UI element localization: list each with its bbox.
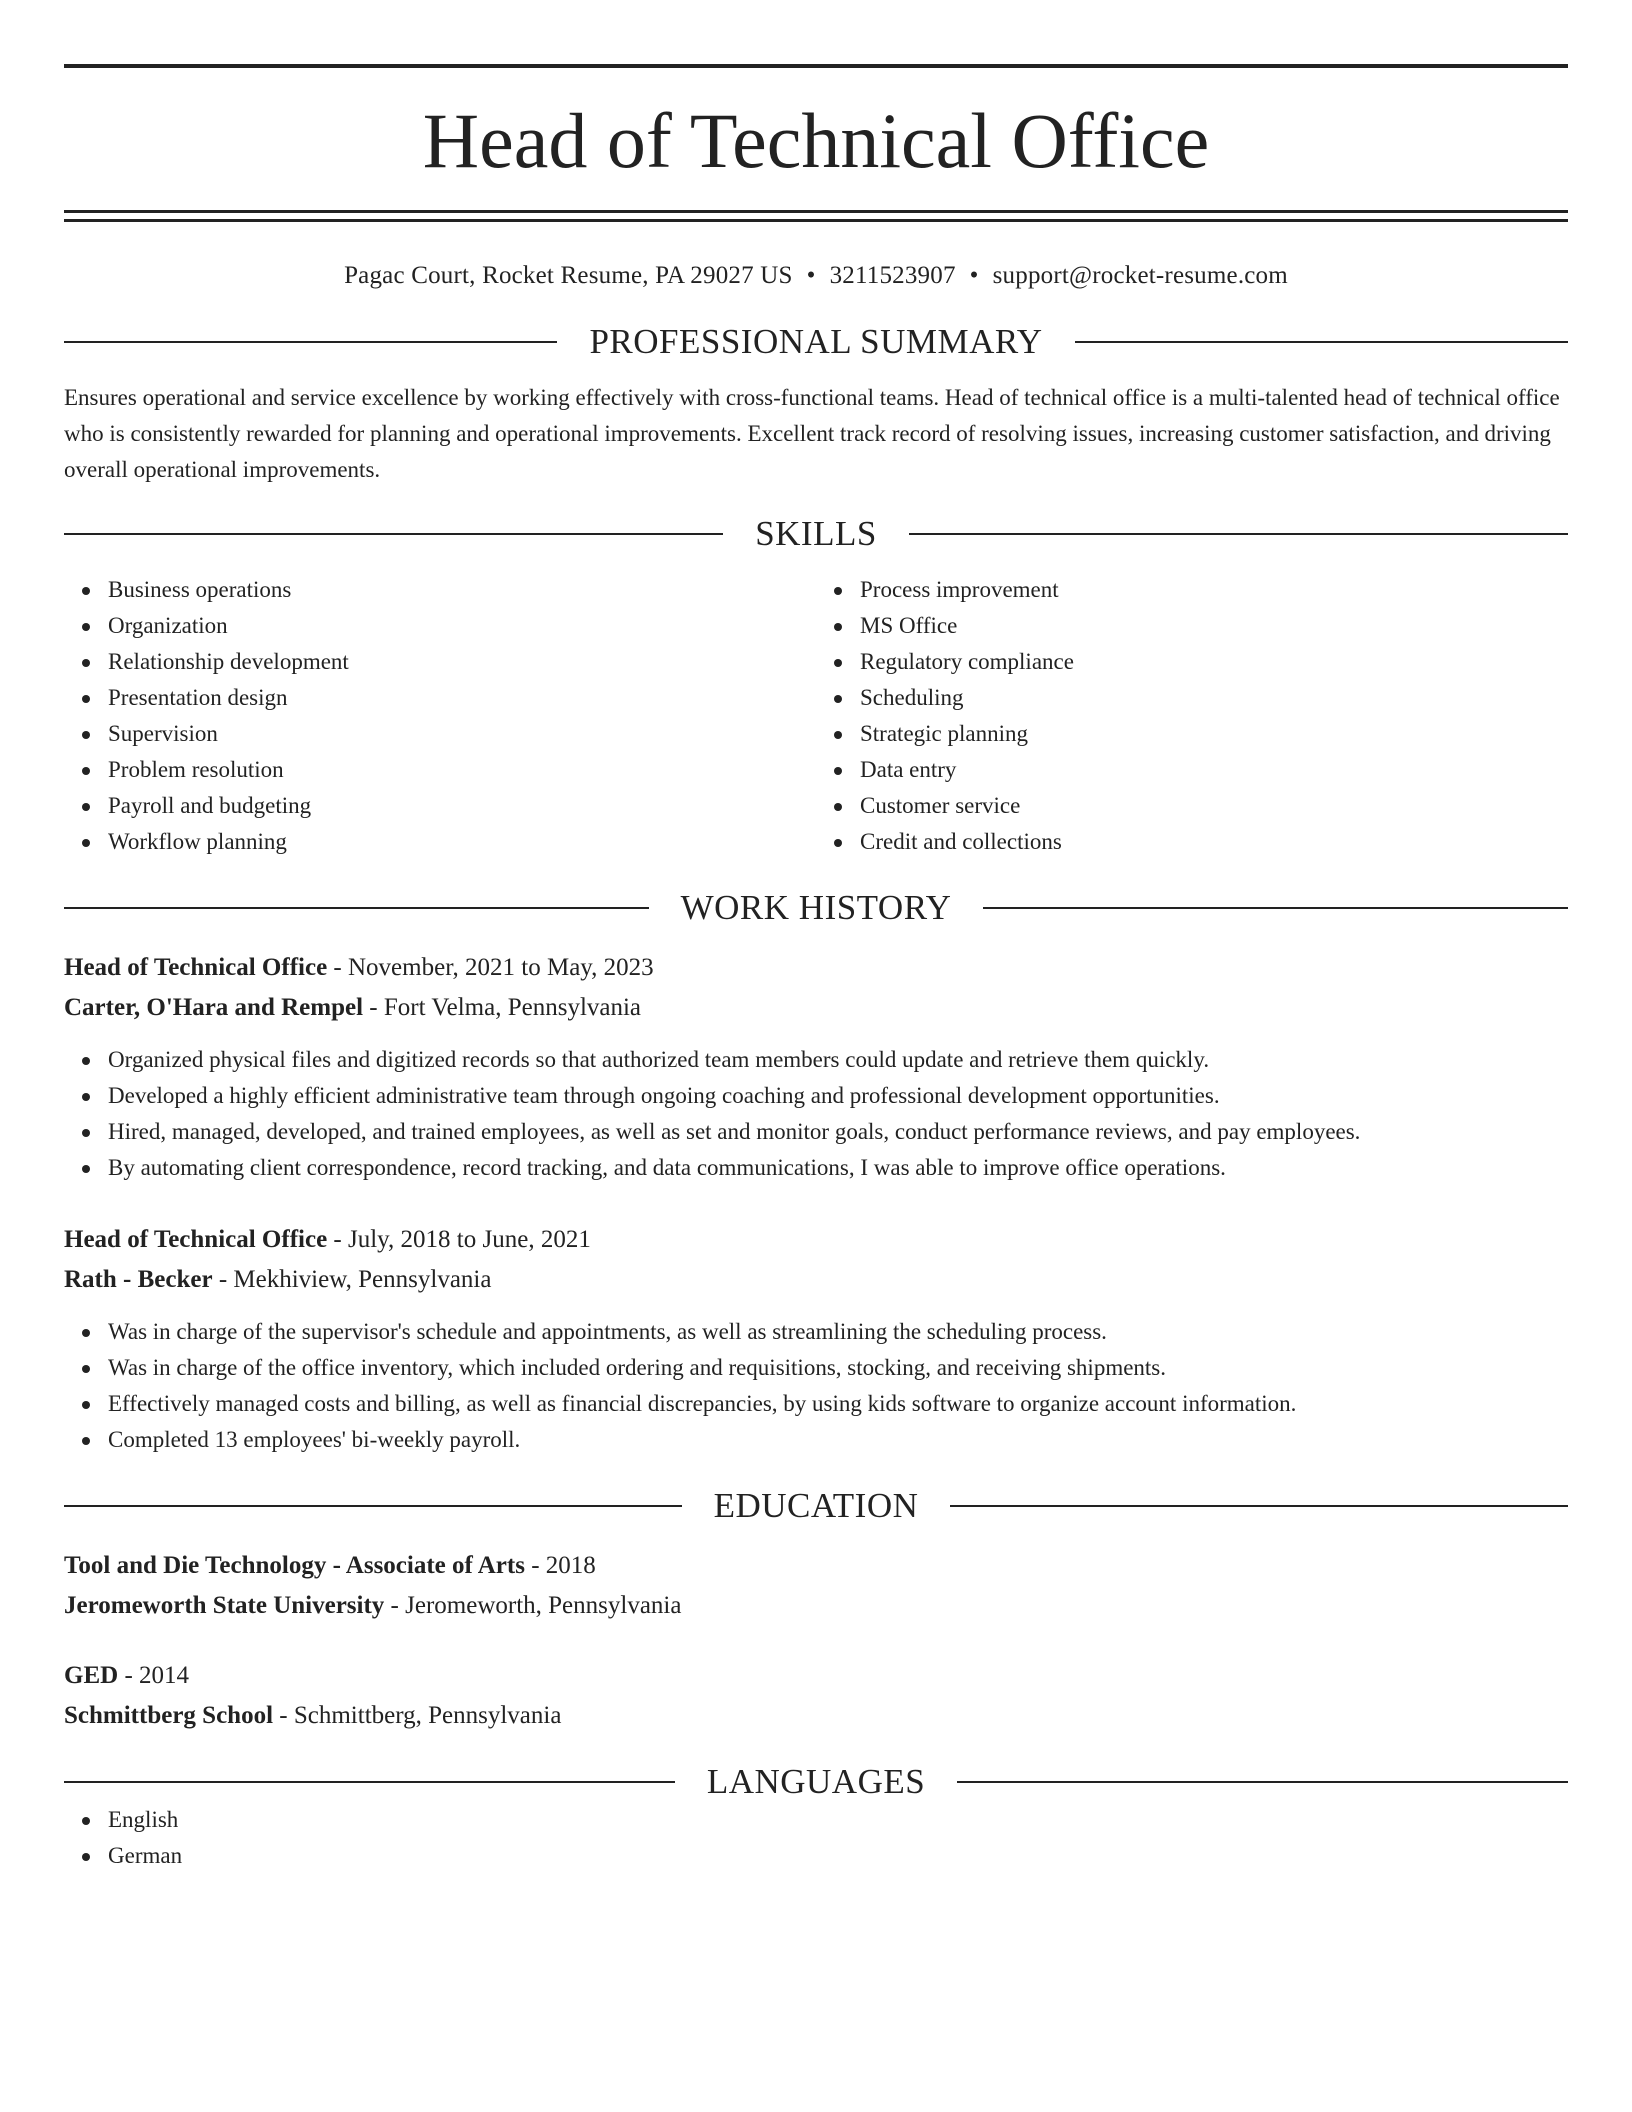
skill-item: MS Office [860,608,1568,644]
education-year: - 2018 [524,1552,596,1579]
skill-item: Regulatory compliance [860,644,1568,680]
education-school: Jeromeworth State University [64,1592,385,1619]
summary-text: Ensures operational and service excellence by working effectively with cross-functional teams. Head of technical office is a multi-talented head of technical office who is consistently rewarded for planning and operational improvements. Excellent track record of resolving issues, increasing customer satisfaction, and driving overall operational improvements. [64,385,1560,482]
job-company: Carter, O'Hara and Rempel [64,994,364,1021]
heading-rule [64,341,557,343]
section-title: LANGUAGES [706,1762,926,1801]
skill-item: Customer service [860,788,1568,824]
skill-item: Strategic planning [860,716,1568,752]
heading-rule [64,907,649,909]
section-title: WORK HISTORY [680,888,952,927]
heading-rule [1075,341,1568,343]
job-entry [64,1220,1568,1458]
languages-list [64,1802,1568,1874]
job-dates: - July, 2018 to June, 2021 [327,1226,591,1253]
skill-item: Scheduling [860,680,1568,716]
heading-rule [983,907,1568,909]
education-degree-line [64,1546,1568,1586]
job-bullets [64,1042,1568,1186]
top-rule [64,64,1568,68]
skill-item: Data entry [860,752,1568,788]
job-title-line [64,948,1568,988]
job-location: - Mekhiview, Pennsylvania [212,1266,492,1293]
skill-item: Problem resolution [108,752,816,788]
job-dates: - November, 2021 to May, 2023 [327,954,654,981]
contact-address: Pagac Court, Rocket Resume, PA 29027 US [344,262,793,289]
skill-item: Presentation design [108,680,816,716]
skill-item: Organization [108,608,816,644]
heading-rule [957,1781,1568,1783]
contact-separator: • [969,262,979,289]
education-location: - Jeromeworth, Pennsylvania [384,1592,682,1619]
section-heading-education [64,1486,1568,1526]
job-title: Head of Technical Office [64,1226,328,1253]
education-school-line [64,1696,1568,1736]
contact-line [64,262,1568,290]
job-bullet: Completed 13 employees' bi-weekly payroll. [108,1422,1568,1458]
education-location: - Schmittberg, Pennsylvania [273,1702,562,1729]
education-school: Schmittberg School [64,1702,274,1729]
language-item: English [108,1802,1568,1838]
heading-rule [909,533,1568,535]
section-heading-work [64,888,1568,928]
contact-phone: 3211523907 [829,262,956,289]
skill-item: Payroll and budgeting [108,788,816,824]
job-bullet: Hired, managed, developed, and trained employees, as well as set and monitor goals, conduct performance reviews, and pay employees. [108,1114,1568,1150]
heading-rule [950,1505,1568,1507]
job-entry [64,948,1568,1186]
skill-item: Relationship development [108,644,816,680]
job-company-line [64,1260,1568,1300]
job-location: - Fort Velma, Pennsylvania [363,994,642,1021]
contact-separator: • [806,262,816,289]
section-title: PROFESSIONAL SUMMARY [589,322,1043,361]
section-title: SKILLS [755,514,877,553]
skill-item: Workflow planning [108,824,816,860]
job-bullets [64,1314,1568,1458]
job-bullet: Was in charge of the supervisor's schedule and appointments, as well as streamlining the scheduling process. [108,1314,1568,1350]
resume-name: Head of Technical Office [422,97,1210,184]
skill-item: Credit and collections [860,824,1568,860]
job-title-line [64,1220,1568,1260]
skills-columns [64,572,1568,860]
education-entry [64,1546,1568,1626]
job-title: Head of Technical Office [64,954,328,981]
section-title: EDUCATION [713,1486,919,1525]
heading-rule [64,1505,682,1507]
skill-item: Process improvement [860,572,1568,608]
job-bullet: By automating client correspondence, record tracking, and data communications, I was able to improve office operations. [108,1150,1568,1186]
education-entry [64,1656,1568,1736]
skills-list-right [816,572,1568,860]
language-item: German [108,1838,1568,1874]
education-school-line [64,1586,1568,1626]
job-company: Rath - Becker [64,1266,213,1293]
skills-list-left [64,572,816,860]
section-heading-languages [64,1762,1568,1802]
resume-page [64,64,1568,1874]
education-degree-line [64,1656,1568,1696]
heading-rule [64,533,723,535]
double-rule [64,210,1568,222]
job-bullet: Organized physical files and digitized records so that authorized team members could update and retrieve them quickly. [108,1042,1568,1078]
section-heading-summary [64,322,1568,362]
job-company-line [64,988,1568,1028]
skill-item: Supervision [108,716,816,752]
job-bullet: Was in charge of the office inventory, which included ordering and requisitions, stocking, and receiving shipments. [108,1350,1568,1386]
heading-rule [64,1781,675,1783]
job-bullet: Developed a highly efficient administrative team through ongoing coaching and professional development opportunities. [108,1078,1568,1114]
skill-item: Business operations [108,572,816,608]
education-degree: GED [64,1662,119,1689]
education-degree: Tool and Die Technology - Associate of Arts [64,1552,525,1579]
education-year: - 2014 [118,1662,190,1689]
job-bullet: Effectively managed costs and billing, as well as financial discrepancies, by using kids software to organize account information. [108,1386,1568,1422]
contact-email: support@rocket-resume.com [992,262,1288,289]
section-heading-skills [64,514,1568,554]
